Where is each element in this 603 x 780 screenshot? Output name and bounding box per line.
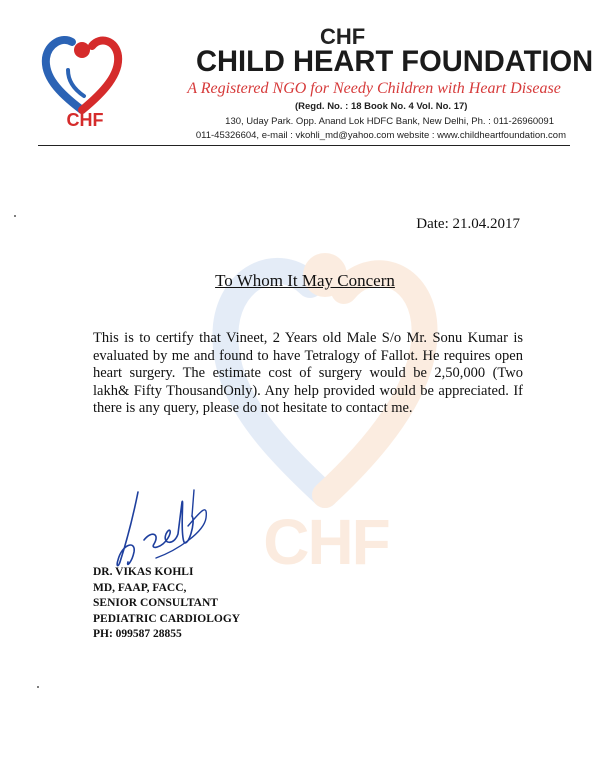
address-line-1: 130, Uday Park. Opp. Anand Lok HDFC Bank, New Delhi, Ph. : 011-26960091	[225, 116, 554, 127]
address-line-2: 011-45326604, e-mail : vkohli_md@yahoo.com website : www.childheartfoundation.com	[195, 130, 566, 141]
org-tagline: A Registered NGO for Needy Children with Heart Disease	[187, 80, 561, 97]
registration-number: (Regd. No. : 18 Book No. 4 Vol. No. 17)	[295, 101, 468, 112]
org-abbreviation: CHF	[320, 24, 366, 49]
letter-date: Date: 21.04.2017	[416, 216, 520, 232]
letter-body: This is to certify that Vineet, 2 Years old Male S/o Mr. Sonu Kumar is evaluated by me and found to have Tetralogy of Fallot. He requires open heart surgery. The estimate cost of surgery would be 2,50,000 (Two lakh& Fifty ThousandOnly). Any help provided would be appreciated. If there is any query, please do not hesitate to contact me.	[93, 330, 523, 417]
signature	[108, 482, 220, 574]
scan-speck	[14, 215, 16, 217]
signatory-position: SENIOR CONSULTANT	[93, 597, 218, 609]
signatory-name: DR. VIKAS KOHLI	[93, 566, 194, 578]
watermark-text: CHF	[263, 506, 389, 578]
signatory-block	[93, 565, 313, 643]
header-divider	[38, 145, 570, 146]
org-name: CHILD HEART FOUNDATION	[196, 45, 594, 78]
signatory-qualifications: MD, FAAP, FACC,	[93, 581, 187, 594]
signatory-department: PEDIATRIC CARDIOLOGY	[93, 612, 241, 625]
signatory-phone: PH: 099587 28855	[93, 628, 182, 640]
scan-speck	[37, 686, 39, 688]
letter-subject: To Whom It May Concern	[215, 271, 395, 290]
logo-text: CHF	[66, 110, 104, 130]
